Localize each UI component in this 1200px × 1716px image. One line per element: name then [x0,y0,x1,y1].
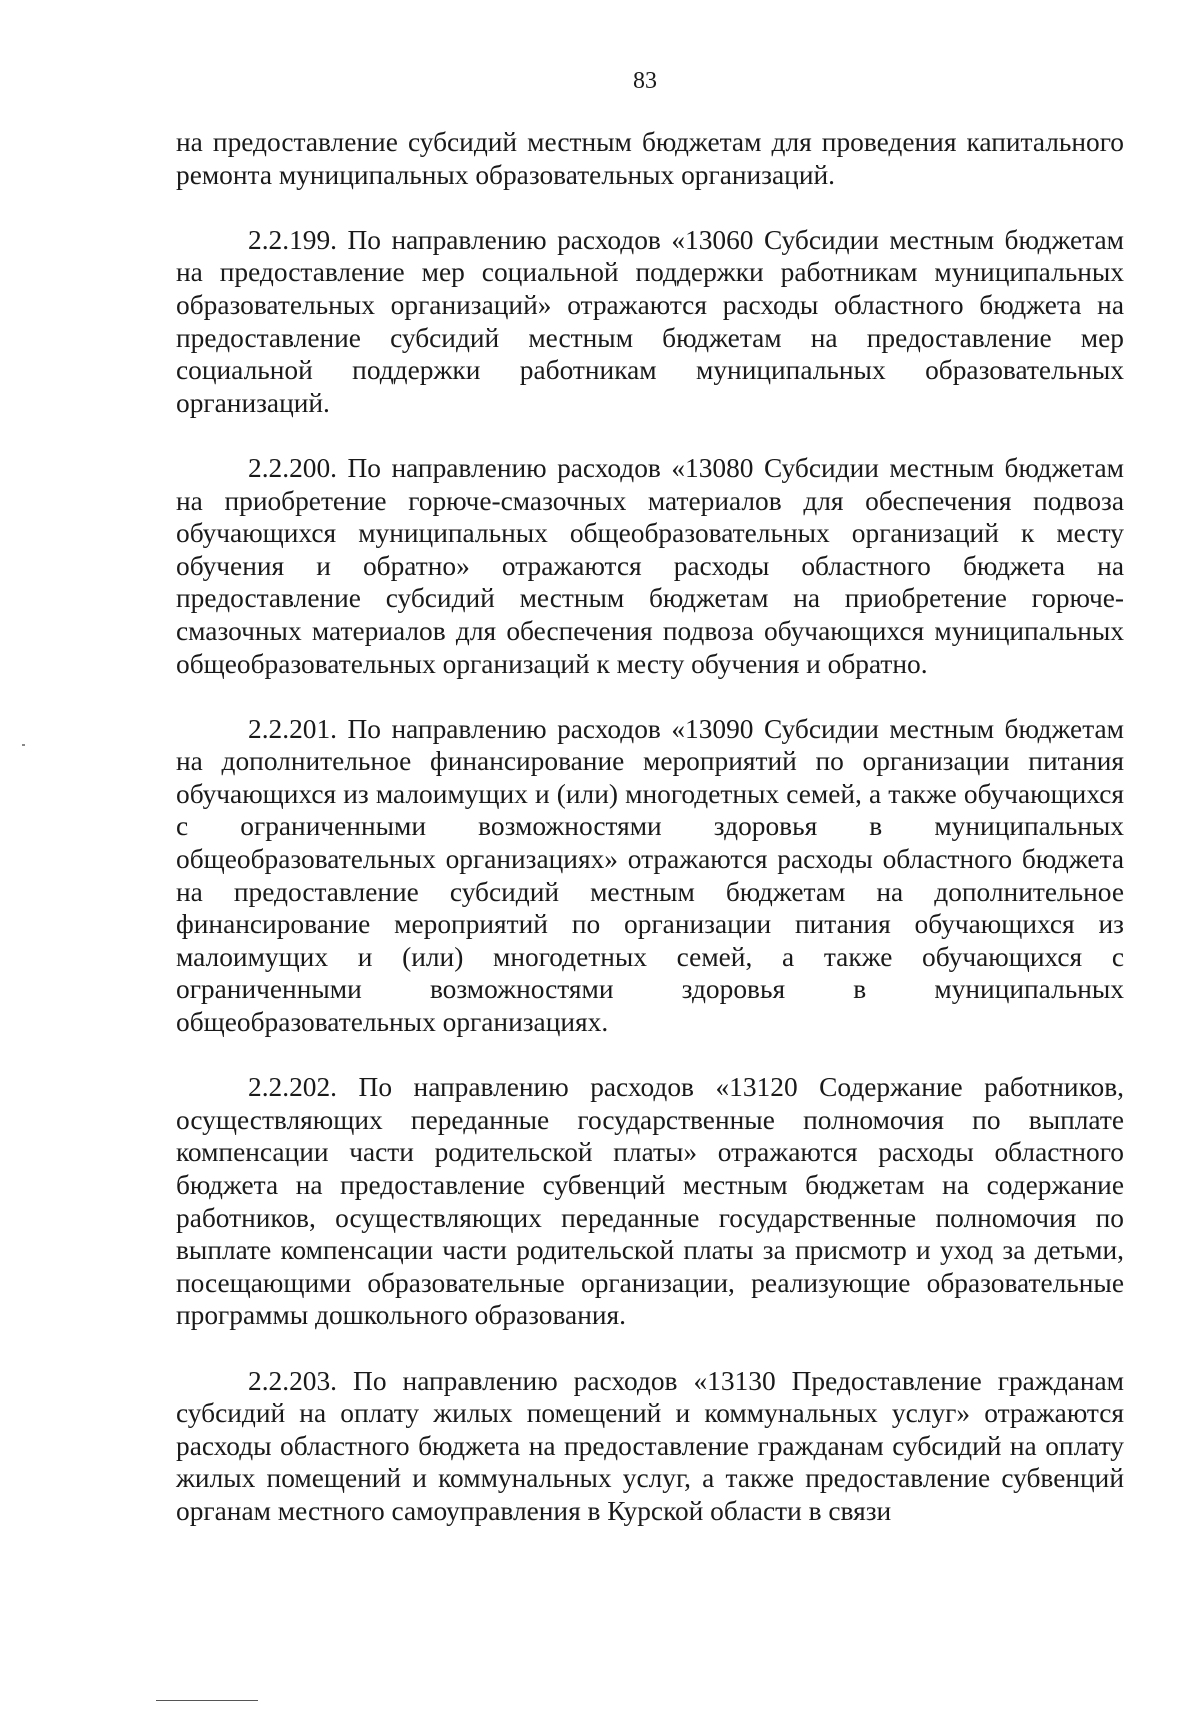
paragraph-2-2-199 [176,224,1124,420]
paragraph-2-2-200 [176,452,1124,680]
paragraph-continuation [176,126,1124,191]
paragraph-number: 2.2.201. [248,713,338,744]
paragraph-number: 2.2.199. [248,224,338,255]
paragraph-text: По направлению расходов «13060 Субсидии местным бюджетам на предоставление мер социальной поддержки работникам муниципальных образовательных организаций» отражаются расходы областного бюджета на предоставление субсидий местным бюджетам на предоставление мер социальной поддержки работникам муниципальных образовательных организаций. [176,224,1124,418]
document-body [176,126,1124,1528]
scan-speck [22,744,25,746]
paragraph-text: на предоставление субсидий местным бюджетам для проведения капитального ремонта муниципальных образовательных организаций. [176,127,1124,190]
paragraph-text: По направлению расходов «13090 Субсидии местным бюджетам на дополнительное финансирование мероприятий по организации питания обучающихся из малоимущих и (или) многодетных семей, а также обучающихся с ограниченными возможностями здоровья в муниципальных общеобразовательных организациях» отражаются расходы областного бюджета на предоставление субсидий местным бюджетам на дополнительное финансирование мероприятий по организации питания обучающихся из малоимущих и (или) многодетных семей, а также обучающихся с ограниченными возможностями здоровья в муниципальных общеобразовательных организациях. [176,713,1124,1038]
footnote-rule [156,1700,258,1701]
paragraph-text: По направлению расходов «13080 Субсидии местным бюджетам на приобретение горюче-смазочных материалов для обеспечения подвоза обучающихся муниципальных общеобразовательных организаций к месту обучения и обратно» отражаются расходы областного бюджета на предоставление субсидий местным бюджетам на приобретение горюче-смазочных материалов для обеспечения подвоза обучающихся муниципальных общеобразовательных организаций к месту обучения и обратно. [176,452,1124,679]
paragraph-number: 2.2.203. [248,1365,338,1396]
paragraph-text: По направлению расходов «13130 Предоставление гражданам субсидий на оплату жилых помещений и коммунальных услуг» отражаются расходы областного бюджета на предоставление гражданам субсидий на оплату жилых помещений и коммунальных услуг, а также предоставление субвенций органам местного самоуправления в Курской области в связи [176,1365,1124,1526]
paragraph-2-2-202 [176,1071,1124,1332]
paragraph-2-2-201 [176,713,1124,1039]
paragraph-number: 2.2.202. [248,1072,338,1103]
paragraph-text: По направлению расходов «13120 Содержание работников, осуществляющих переданные государственные полномочия по выплате компенсации части родительской платы» отражаются расходы областного бюджета на предоставление субвенций местным бюджетам на содержание работников, осуществляющих переданные государственные полномочия по выплате компенсации части родительской платы за присмотр и уход за детьми, посещающими образовательные организации, реализующие образовательные программы дошкольного образования. [176,1072,1124,1331]
paragraph-number: 2.2.200. [248,452,338,483]
page-number: 83 [633,68,657,94]
paragraph-2-2-203 [176,1365,1124,1528]
